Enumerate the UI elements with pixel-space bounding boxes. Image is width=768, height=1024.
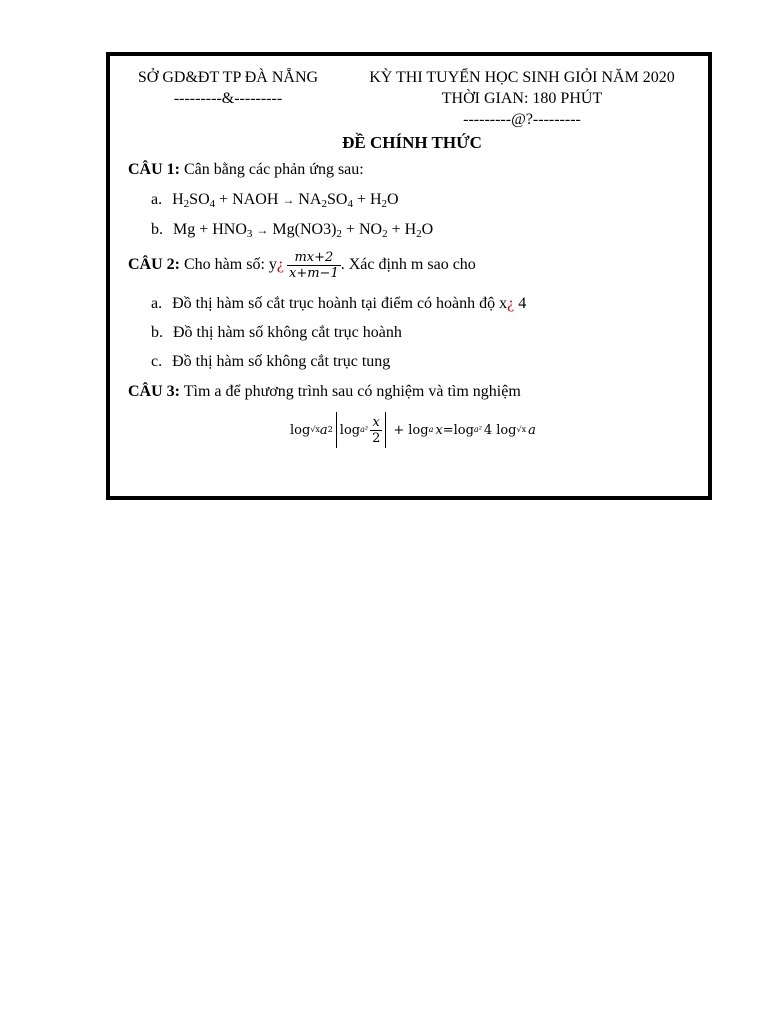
list-marker: a. — [151, 191, 163, 208]
formula-subscript: 2 — [381, 198, 388, 210]
q2-item-b — [151, 325, 402, 341]
formula-subscript: 4 — [209, 198, 216, 210]
q1-item-b — [151, 222, 433, 238]
q3-line — [128, 384, 521, 400]
formula-part: Mg + HNO — [173, 221, 247, 238]
formula-part: O — [421, 221, 434, 238]
q2-item-a-end: 4 — [514, 295, 527, 312]
glyph-marker: ¿ — [507, 295, 515, 312]
formula-subscript: 2 — [336, 228, 342, 240]
arrow-icon: → — [282, 193, 295, 207]
q2-item-a-text: Đồ thị hàm số cắt trục hoành tại điểm có hoành độ x — [172, 295, 508, 312]
math-variable: a — [528, 422, 536, 438]
fraction — [370, 415, 382, 446]
header-time: THỜI GIAN: 180 PHÚT — [441, 90, 603, 107]
glyph-marker: ¿ — [276, 256, 284, 274]
fraction-denominator: x+m−1 — [289, 266, 339, 281]
log-operator: log — [339, 422, 361, 438]
formula-part: SO — [326, 191, 348, 208]
abs-bar — [385, 412, 386, 448]
plus-sign: + — [393, 422, 405, 438]
formula-part: + H — [352, 191, 382, 208]
header-left-rule: ---------&--------- — [173, 90, 283, 107]
header-right-rule: ---------@?--------- — [463, 111, 581, 128]
log-operator: log — [496, 422, 517, 438]
q2-item-c-text: Đồ thị hàm số không cắt trục tung — [172, 353, 391, 370]
formula-part: Mg(NO3) — [268, 221, 337, 238]
equals-sign: = — [442, 422, 454, 438]
formula-subscript: 2 — [183, 198, 190, 210]
q2-label: CÂU 2: — [128, 256, 180, 274]
log-base: a — [428, 425, 434, 434]
abs-bar — [336, 412, 337, 448]
log-base: a² — [473, 425, 482, 434]
q1-prompt: Cân bằng các phản ứng sau: — [184, 161, 364, 178]
log-base: √x — [516, 425, 527, 434]
q2-item-a — [151, 296, 526, 312]
math-variable: x — [435, 422, 443, 438]
formula-part: + NO — [341, 221, 383, 238]
log-base: a² — [360, 425, 369, 434]
arrow-icon: → — [256, 223, 269, 237]
formula-part: + H — [387, 221, 417, 238]
q2-line — [128, 250, 476, 281]
formula-subscript: 3 — [246, 228, 253, 240]
q2-prompt-start: Cho hàm số: y — [184, 256, 277, 274]
list-marker: b. — [151, 324, 163, 341]
list-marker: c. — [151, 353, 163, 370]
exponent: 2 — [327, 425, 333, 434]
q2-item-b-text: Đồ thị hàm số không cắt trục hoành — [173, 324, 402, 341]
q3-label: CÂU 3: — [128, 383, 180, 400]
formula-part: NA — [294, 191, 322, 208]
q2-prompt-end: . Xác định m sao cho — [340, 256, 476, 274]
log-operator: log — [408, 422, 429, 438]
q1-line — [128, 162, 364, 178]
fraction-numerator: x — [370, 415, 382, 431]
q3-prompt: Tìm a để phương trình sau có nghiệm và tìm nghiệm — [183, 383, 521, 400]
formula-subscript: 4 — [347, 198, 353, 210]
official-title: ĐỀ CHÍNH THỨC — [342, 133, 482, 152]
formula-part: H — [172, 191, 184, 208]
fraction-denominator: 2 — [372, 430, 381, 446]
fraction-numerator: mx+2 — [287, 250, 341, 266]
log-base: √x — [310, 425, 320, 434]
formula-part: SO — [189, 191, 210, 208]
log-operator: log — [453, 422, 474, 438]
formula-part: O — [387, 191, 399, 208]
list-marker: b. — [151, 221, 163, 238]
header-exam-title: KỲ THI TUYỂN HỌC SINH GIỎI NĂM 2020 — [369, 69, 675, 86]
list-marker: a. — [151, 295, 163, 312]
log-operator: log — [290, 422, 311, 438]
formula-subscript: 2 — [382, 228, 388, 240]
formula-subscript: 2 — [321, 198, 327, 210]
fraction — [287, 250, 341, 281]
formula-subscript: 2 — [416, 228, 422, 240]
header-org: SỞ GD&ĐT TP ĐÀ NẴNG — [137, 69, 319, 86]
formula-part: + NAOH — [215, 191, 283, 208]
math-number: 4 — [483, 422, 493, 438]
q3-equation — [290, 410, 536, 450]
q1-label: CÂU 1: — [128, 161, 180, 178]
math-variable: a — [319, 422, 328, 438]
q1-item-a — [151, 192, 399, 208]
q2-item-c — [151, 354, 390, 370]
